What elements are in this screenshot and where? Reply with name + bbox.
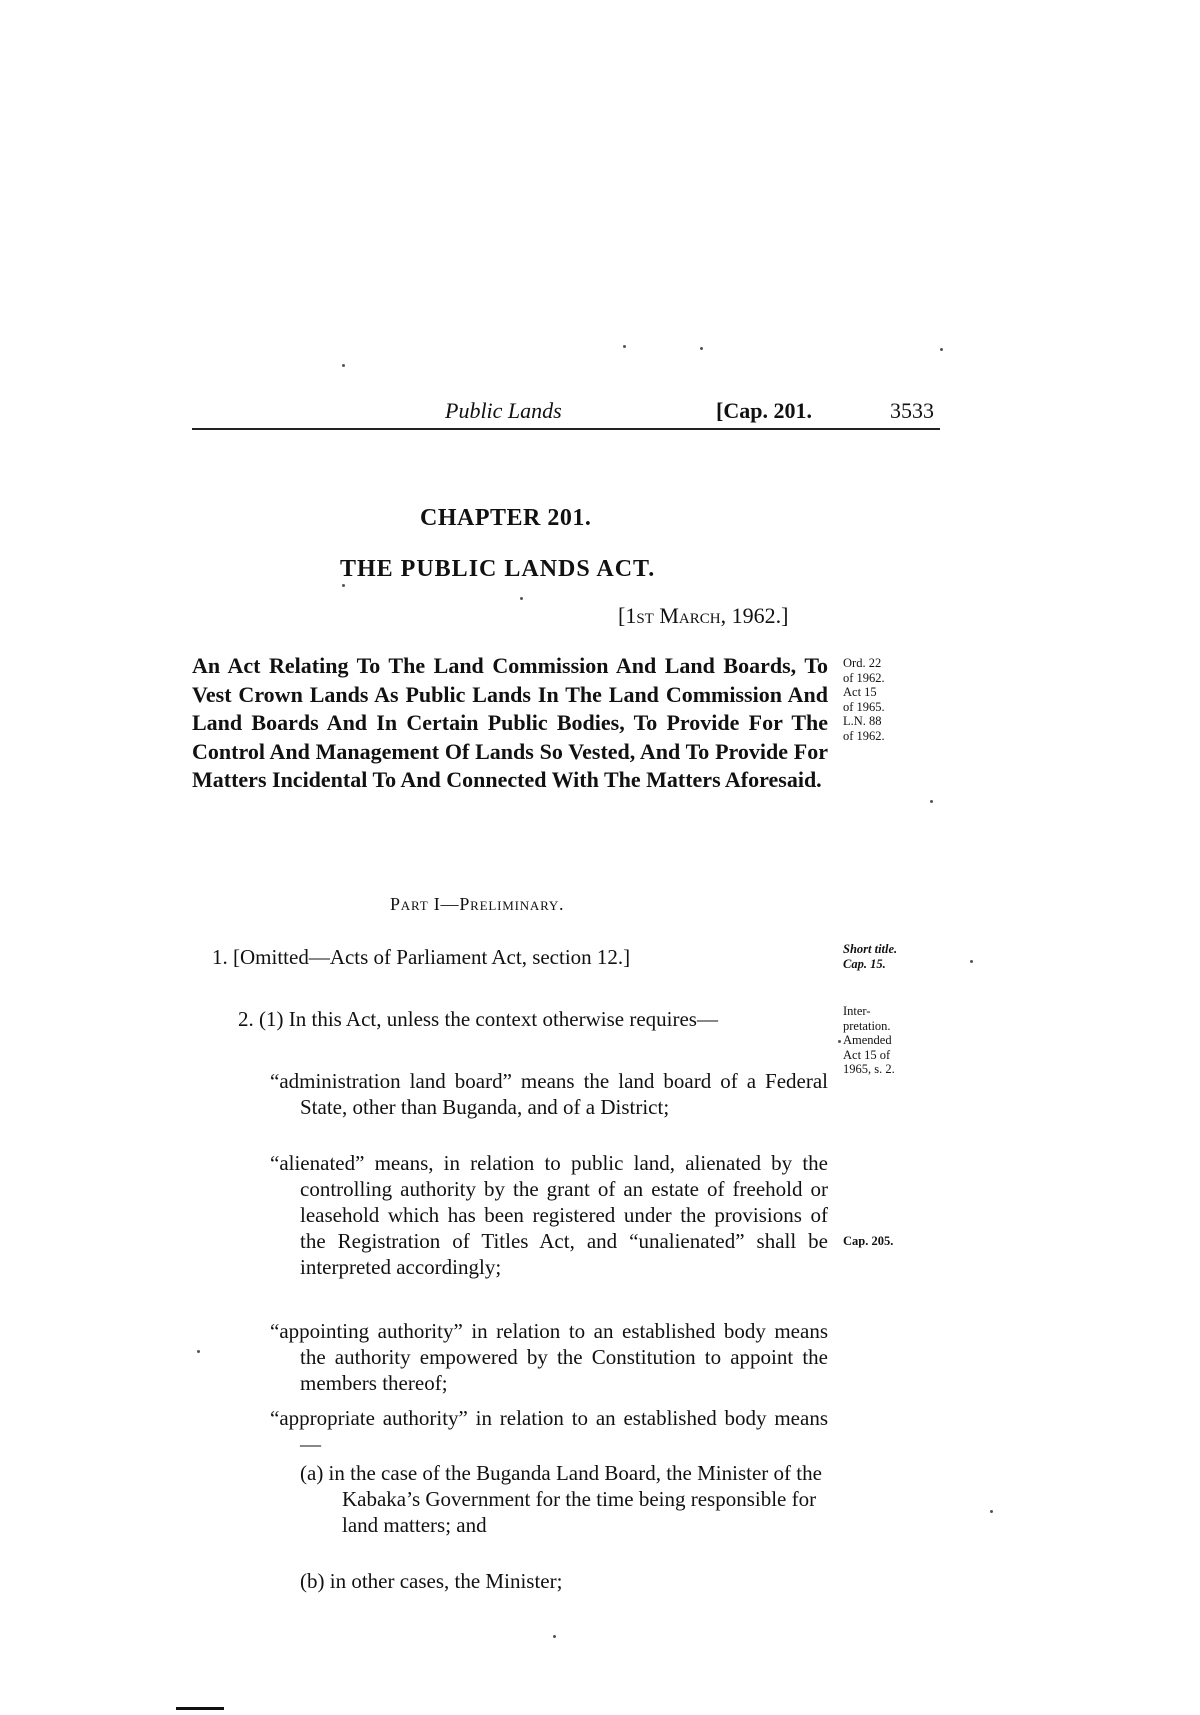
section-1: 1. [Omitted—Acts of Parliament Act, section 12.] xyxy=(212,945,631,969)
section-2: 2. (1) In this Act, unless the context otherwise requires— xyxy=(238,1007,718,1031)
definition-administration-land-board: “administration land board” means the land board of a Federal State, other than Buganda, and of a District; xyxy=(270,1069,828,1119)
running-header-chapter: [Cap. 201. xyxy=(716,398,812,423)
definition-appropriate-authority: “appropriate authority” in relation to an established body means— xyxy=(270,1406,828,1456)
subparagraph-b: (b) in other cases, the Minister; xyxy=(300,1569,563,1593)
scan-speck xyxy=(623,345,626,348)
running-header-title: Public Lands xyxy=(445,398,562,423)
scan-speck xyxy=(197,1350,200,1353)
definition-alienated: “alienated” means, in relation to public land, alienated by the controlling authority by the grant of an estate of freehold or leasehold which has been registered under the provisions of the Registration of Titles Act, and “unalienated” shall be interpreted accordingly; xyxy=(270,1151,828,1279)
header-rule xyxy=(192,428,940,430)
footer-rule xyxy=(176,1707,224,1710)
margin-note-cap-205: Cap. 205. xyxy=(843,1234,894,1248)
commencement-date: [1st March, 1962.] xyxy=(618,603,789,628)
scan-speck xyxy=(990,1510,993,1513)
scan-speck xyxy=(838,1040,841,1043)
scan-speck xyxy=(930,800,933,803)
scan-speck xyxy=(970,960,973,963)
margin-note-section-1: Short title. Cap. 15. xyxy=(843,942,898,971)
margin-note-section-2: Inter- pretation. Amended Act 15 of 1965, s. 2. xyxy=(843,1004,895,1076)
scan-speck xyxy=(940,348,943,351)
act-title: THE PUBLIC LANDS ACT. xyxy=(340,556,656,582)
scan-speck xyxy=(342,584,345,587)
definition-appointing-authority: “appointing authority” in relation to an established body means the authority empowered by the Constitution to appoint the members thereof; xyxy=(270,1319,828,1395)
scan-speck xyxy=(520,597,523,600)
chapter-heading: CHAPTER 201. xyxy=(420,505,592,531)
page-number: 3533 xyxy=(890,398,934,423)
long-title: An Act Relating To The Land Commission And Land Boards, To Vest Crown Lands As Public Lands In The Land Commission And Land Boards And In Certain Public Bodies, To Provide For The Control And Management Of Lands So Vested, And To Provide For Matters Incidental To And Connected With The Matters Aforesaid. xyxy=(192,653,828,792)
subparagraph-a: (a) in the case of the Buganda Land Board, the Minister of the Kabaka’s Government for the time being responsible for land matters; and xyxy=(300,1461,822,1537)
margin-note-long-title: Ord. 22 of 1962. Act 15 of 1965. L.N. 88 of 1962. xyxy=(843,656,885,743)
part-heading: Part I—Preliminary. xyxy=(390,894,565,914)
scan-speck xyxy=(553,1635,556,1638)
scan-speck xyxy=(342,364,345,367)
scan-speck xyxy=(700,347,703,350)
